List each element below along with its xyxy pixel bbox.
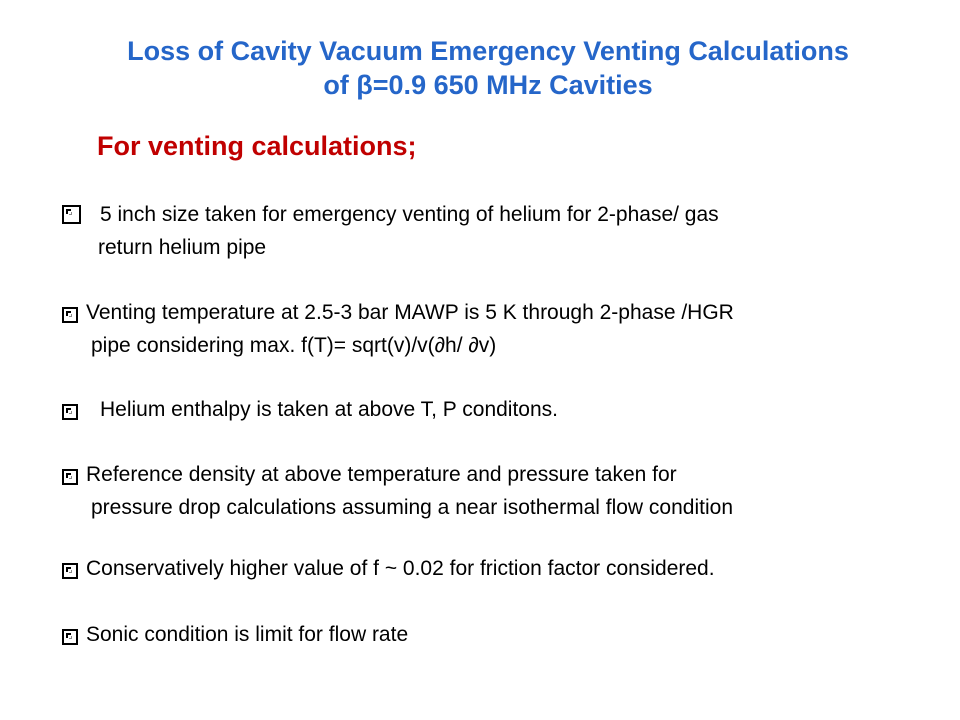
slide-title-line-2: of β=0.9 650 MHz Cavities	[323, 70, 653, 100]
bullet-text-line: Venting temperature at 2.5-3 bar MAWP is 5 K through 2-phase /HGR	[86, 301, 734, 324]
bullet-text-line: Conservatively higher value of f ~ 0.02 for friction factor considered.	[86, 557, 715, 580]
bullet-text-line: pressure drop calculations assuming a near isothermal flow condition	[91, 496, 733, 519]
slide-title	[0, 34, 960, 102]
bullet-text-line: Reference density at above temperature and pressure taken for	[86, 463, 677, 486]
bullet-text-line: Helium enthalpy is taken at above T, P conditons.	[100, 398, 559, 421]
bullet-text-line: pipe considering max. f(T)= sqrt(v)/v(∂h/ ∂v)	[91, 334, 497, 357]
bullet-text-line: return helium pipe	[98, 236, 267, 259]
bullet-text-line: 5 inch size taken for emergency venting of helium for 2-phase/ gas	[100, 203, 719, 226]
section-subheading: For venting calculations;	[97, 131, 417, 161]
slide-title-line-1: Loss of Cavity Vacuum Emergency Venting Calculations	[127, 36, 849, 66]
bullet-text-line: Sonic condition is limit for flow rate	[86, 623, 409, 646]
